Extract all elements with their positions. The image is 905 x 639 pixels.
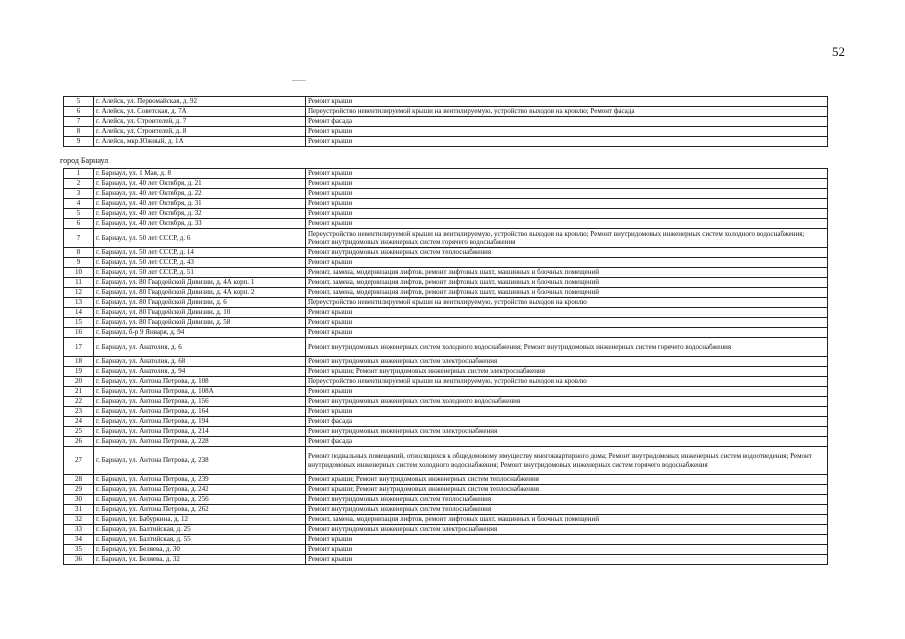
table-row bbox=[64, 219, 828, 229]
row-work: Ремонт внутридомовых инженерных систем теплоснабжения bbox=[306, 248, 828, 258]
row-number: 21 bbox=[64, 387, 94, 397]
table-row bbox=[64, 555, 828, 565]
row-work: Ремонт фасада bbox=[306, 117, 828, 127]
row-number: 8 bbox=[64, 127, 94, 137]
row-work: Ремонт крыши bbox=[306, 555, 828, 565]
table-row bbox=[64, 117, 828, 127]
row-work: Переустройство невентилируемой крыши на вентилируемую, устройство выходов на кровлю; Ремонт фасада bbox=[306, 107, 828, 117]
row-number: 30 bbox=[64, 495, 94, 505]
row-work: Переустройство невентилируемой крыши на вентилируемую, устройство выходов на кровлю bbox=[306, 377, 828, 387]
row-number: 7 bbox=[64, 117, 94, 127]
row-work: Ремонт крыши; Ремонт внутридомовых инженерных систем теплоснабжения bbox=[306, 485, 828, 495]
row-number: 15 bbox=[64, 318, 94, 328]
row-work: Ремонт крыши bbox=[306, 545, 828, 555]
row-address: г. Барнаул, ул. Беляева, д. 32 bbox=[94, 555, 306, 565]
table-row bbox=[64, 288, 828, 298]
row-number: 13 bbox=[64, 298, 94, 308]
table-row bbox=[64, 545, 828, 555]
row-number: 31 bbox=[64, 505, 94, 515]
row-address: г. Барнаул, ул. 40 лет Октября, д. 33 bbox=[94, 219, 306, 229]
row-number: 27 bbox=[64, 447, 94, 475]
row-work: Ремонт крыши bbox=[306, 169, 828, 179]
row-number: 12 bbox=[64, 288, 94, 298]
row-work: Ремонт внутридомовых инженерных систем холодного водоснабжения; Ремонт внутридомовых инженерных систем горячего водоснабжения bbox=[306, 338, 828, 357]
row-address: г. Барнаул, ул. Антона Петрова, д. 256 bbox=[94, 495, 306, 505]
row-address: г. Барнаул, ул. 50 лет СССР, д. 14 bbox=[94, 248, 306, 258]
barnaul-table-body bbox=[64, 169, 828, 565]
table-row bbox=[64, 169, 828, 179]
row-work: Ремонт внутридомовых инженерных систем электроснабжения bbox=[306, 427, 828, 437]
row-work: Ремонт крыши; Ремонт внутридомовых инженерных систем теплоснабжения bbox=[306, 475, 828, 485]
row-address: г. Барнаул, ул. Антона Петрова, д. 242 bbox=[94, 485, 306, 495]
row-number: 19 bbox=[64, 367, 94, 377]
row-number: 33 bbox=[64, 525, 94, 535]
row-number: 24 bbox=[64, 417, 94, 427]
table-row bbox=[64, 505, 828, 515]
row-address: г. Алейск, мкр.Южный, д. 1А bbox=[94, 137, 306, 147]
row-number: 17 bbox=[64, 338, 94, 357]
row-work: Ремонт крыши bbox=[306, 127, 828, 137]
row-number: 9 bbox=[64, 258, 94, 268]
row-number: 35 bbox=[64, 545, 94, 555]
section-title-barnaul: город Барнаул bbox=[60, 156, 109, 165]
row-address: г. Барнаул, ул. 50 лет СССР, д. 43 bbox=[94, 258, 306, 268]
row-work: Ремонт подвальных помещений, относящихся к общедомовому имуществу многоквартирного дома; Ремонт внутридомовых инженерных систем водоотведения; Ремонт внутридомовых инженерных систем холодного водоснабжения; Ремонт внутридомовых инженерных систем горячего водоснабжения bbox=[306, 447, 828, 475]
row-address: г. Барнаул, ул. Антона Петрова, д. 238 bbox=[94, 447, 306, 475]
table-row bbox=[64, 298, 828, 308]
row-work: Ремонт крыши bbox=[306, 308, 828, 318]
table-row bbox=[64, 189, 828, 199]
table-row bbox=[64, 367, 828, 377]
row-work: Ремонт, замена, модернизация лифтов, ремонт лифтовых шахт, машинных и блочных помещений bbox=[306, 288, 828, 298]
row-address: г. Алейск, ул. Первомайская, д. 92 bbox=[94, 97, 306, 107]
table-row bbox=[64, 308, 828, 318]
table-row bbox=[64, 97, 828, 107]
row-address: г. Барнаул, ул. 40 лет Октября, д. 31 bbox=[94, 199, 306, 209]
table-row bbox=[64, 377, 828, 387]
table-row bbox=[64, 515, 828, 525]
aleysk-table bbox=[63, 96, 828, 147]
row-address: г. Барнаул, ул. 80 Гвардейской Дивизии, д. 4А корп. 2 bbox=[94, 288, 306, 298]
row-work: Ремонт крыши bbox=[306, 407, 828, 417]
row-address: г. Алейск, ул. Строителей, д. 7 bbox=[94, 117, 306, 127]
row-address: г. Барнаул, ул. Анатолия, д. 68 bbox=[94, 357, 306, 367]
row-number: 25 bbox=[64, 427, 94, 437]
row-work: Ремонт, замена, модернизация лифтов, ремонт лифтовых шахт, машинных и блочных помещений bbox=[306, 278, 828, 288]
table-row bbox=[64, 278, 828, 288]
row-work: Ремонт, замена, модернизация лифтов, ремонт лифтовых шахт, машинных и блочных помещений bbox=[306, 515, 828, 525]
row-address: г. Барнаул, ул. Антона Петрова, д. 108 bbox=[94, 377, 306, 387]
row-work: Ремонт внутридомовых инженерных систем электроснабжения bbox=[306, 357, 828, 367]
row-number: 22 bbox=[64, 397, 94, 407]
row-work: Ремонт крыши bbox=[306, 209, 828, 219]
row-work: Ремонт крыши bbox=[306, 258, 828, 268]
table-row bbox=[64, 229, 828, 248]
table-row bbox=[64, 209, 828, 219]
row-number: 11 bbox=[64, 278, 94, 288]
row-number: 20 bbox=[64, 377, 94, 387]
row-address: г. Барнаул, ул. Антона Петрова, д. 108А bbox=[94, 387, 306, 397]
table-row bbox=[64, 447, 828, 475]
row-work: Ремонт, замена, модернизация лифтов, ремонт лифтовых шахт, машинных и блочных помещений bbox=[306, 268, 828, 278]
row-work: Ремонт внутридомовых инженерных систем теплоснабжения bbox=[306, 495, 828, 505]
row-number: 26 bbox=[64, 437, 94, 447]
row-address: г. Барнаул, ул. Антона Петрова, д. 214 bbox=[94, 427, 306, 437]
row-number: 9 bbox=[64, 137, 94, 147]
row-number: 18 bbox=[64, 357, 94, 367]
table-row bbox=[64, 475, 828, 485]
row-address: г. Барнаул, ул. 80 Гвардейской Дивизии, д. 58 bbox=[94, 318, 306, 328]
row-work: Ремонт крыши bbox=[306, 137, 828, 147]
row-address: г. Барнаул, ул. Анатолия, д. 6 bbox=[94, 338, 306, 357]
table-row bbox=[64, 318, 828, 328]
table-row bbox=[64, 258, 828, 268]
row-address: г. Барнаул, ул. 80 Гвардейской Дивизии, д. 4А корп. 1 bbox=[94, 278, 306, 288]
row-number: 32 bbox=[64, 515, 94, 525]
row-number: 3 bbox=[64, 189, 94, 199]
row-work: Ремонт крыши bbox=[306, 219, 828, 229]
row-address: г. Барнаул, ул. 40 лет Октября, д. 22 bbox=[94, 189, 306, 199]
row-address: г. Барнаул, ул. Антона Петрова, д. 239 bbox=[94, 475, 306, 485]
barnaul-table bbox=[63, 168, 828, 565]
table-row bbox=[64, 357, 828, 367]
row-address: г. Барнаул, ул. 50 лет СССР, д. 6 bbox=[94, 229, 306, 248]
table-row bbox=[64, 179, 828, 189]
row-address: г. Барнаул, ул. Антона Петрова, д. 194 bbox=[94, 417, 306, 427]
table-row bbox=[64, 137, 828, 147]
row-work: Ремонт крыши bbox=[306, 318, 828, 328]
table-row bbox=[64, 328, 828, 338]
row-address: г. Барнаул, ул. 1 Мая, д. 8 bbox=[94, 169, 306, 179]
row-work: Ремонт внутридомовых инженерных систем электроснабжения bbox=[306, 525, 828, 535]
row-address: г. Барнаул, б-р 9 Января, д. 94 bbox=[94, 328, 306, 338]
row-work: Ремонт крыши bbox=[306, 189, 828, 199]
row-number: 1 bbox=[64, 169, 94, 179]
row-work: Ремонт крыши bbox=[306, 97, 828, 107]
table-row bbox=[64, 437, 828, 447]
row-number: 2 bbox=[64, 179, 94, 189]
table-row bbox=[64, 268, 828, 278]
row-address: г. Барнаул, ул. Бабуркина, д. 12 bbox=[94, 515, 306, 525]
row-address: г. Барнаул, ул. 40 лет Октября, д. 32 bbox=[94, 209, 306, 219]
row-number: 29 bbox=[64, 485, 94, 495]
table-row bbox=[64, 387, 828, 397]
row-address: г. Барнаул, ул. Анатолия, д. 94 bbox=[94, 367, 306, 377]
row-address: г. Алейск, ул. Строителей, д. 8 bbox=[94, 127, 306, 137]
table-row bbox=[64, 199, 828, 209]
row-work: Ремонт крыши; Ремонт внутридомовых инженерных систем электроснабжения bbox=[306, 367, 828, 377]
row-work: Ремонт крыши bbox=[306, 179, 828, 189]
table-row bbox=[64, 107, 828, 117]
row-work: Ремонт крыши bbox=[306, 199, 828, 209]
row-work: Ремонт внутридомовых инженерных систем холодного водоснабжения bbox=[306, 397, 828, 407]
row-number: 5 bbox=[64, 209, 94, 219]
row-work: Ремонт крыши bbox=[306, 328, 828, 338]
row-address: г. Барнаул, ул. Балтийская, д. 25 bbox=[94, 525, 306, 535]
table-row bbox=[64, 485, 828, 495]
row-number: 14 bbox=[64, 308, 94, 318]
row-number: 34 bbox=[64, 535, 94, 545]
row-address: г. Барнаул, ул. Антона Петрова, д. 164 bbox=[94, 407, 306, 417]
row-number: 6 bbox=[64, 219, 94, 229]
row-number: 5 bbox=[64, 97, 94, 107]
row-address: г. Барнаул, ул. 40 лет Октября, д. 21 bbox=[94, 179, 306, 189]
row-number: 10 bbox=[64, 268, 94, 278]
row-address: г. Барнаул, ул. Балтийская, д. 55 bbox=[94, 535, 306, 545]
row-number: 4 bbox=[64, 199, 94, 209]
row-work: Переустройство невентилируемой крыши на вентилируемую, устройство выходов на кровлю bbox=[306, 298, 828, 308]
table-row bbox=[64, 407, 828, 417]
row-number: 28 bbox=[64, 475, 94, 485]
row-work: Ремонт внутридомовых инженерных систем теплоснабжения bbox=[306, 505, 828, 515]
table-row bbox=[64, 248, 828, 258]
scan-mark bbox=[292, 80, 306, 81]
row-work: Ремонт крыши bbox=[306, 387, 828, 397]
row-number: 16 bbox=[64, 328, 94, 338]
table-row bbox=[64, 397, 828, 407]
row-address: г. Барнаул, ул. 80 Гвардейской Дивизии, д. 6 bbox=[94, 298, 306, 308]
row-address: г. Барнаул, ул. Антона Петрова, д. 262 bbox=[94, 505, 306, 515]
table-row bbox=[64, 417, 828, 427]
row-address: г. Барнаул, ул. 80 Гвардейской Дивизии, д. 10 bbox=[94, 308, 306, 318]
row-number: 36 bbox=[64, 555, 94, 565]
row-number: 8 bbox=[64, 248, 94, 258]
row-number: 7 bbox=[64, 229, 94, 248]
page-number: 52 bbox=[832, 44, 845, 59]
row-number: 23 bbox=[64, 407, 94, 417]
table-row bbox=[64, 495, 828, 505]
table-row bbox=[64, 427, 828, 437]
row-address: г. Барнаул, ул. Беляева, д. 30 bbox=[94, 545, 306, 555]
row-work: Ремонт фасада bbox=[306, 417, 828, 427]
row-work: Переустройство невентилируемой крыши на вентилируемую, устройство выходов на кровлю; Ремонт внутридомовых инженерных систем холодного водоснабжения; Ремонт внутридомовых инженерных систем горячего водоснабжения bbox=[306, 229, 828, 248]
row-work: Ремонт крыши bbox=[306, 535, 828, 545]
row-address: г. Алейск, ул. Советская, д. 7А bbox=[94, 107, 306, 117]
row-address: г. Барнаул, ул. Антона Петрова, д. 156 bbox=[94, 397, 306, 407]
row-work: Ремонт фасада bbox=[306, 437, 828, 447]
table-row bbox=[64, 535, 828, 545]
table-row bbox=[64, 338, 828, 357]
table-row bbox=[64, 525, 828, 535]
table-row bbox=[64, 127, 828, 137]
row-address: г. Барнаул, ул. Антона Петрова, д. 228 bbox=[94, 437, 306, 447]
aleysk-table-body bbox=[64, 97, 828, 147]
row-address: г. Барнаул, ул. 50 лет СССР, д. 51 bbox=[94, 268, 306, 278]
row-number: 6 bbox=[64, 107, 94, 117]
